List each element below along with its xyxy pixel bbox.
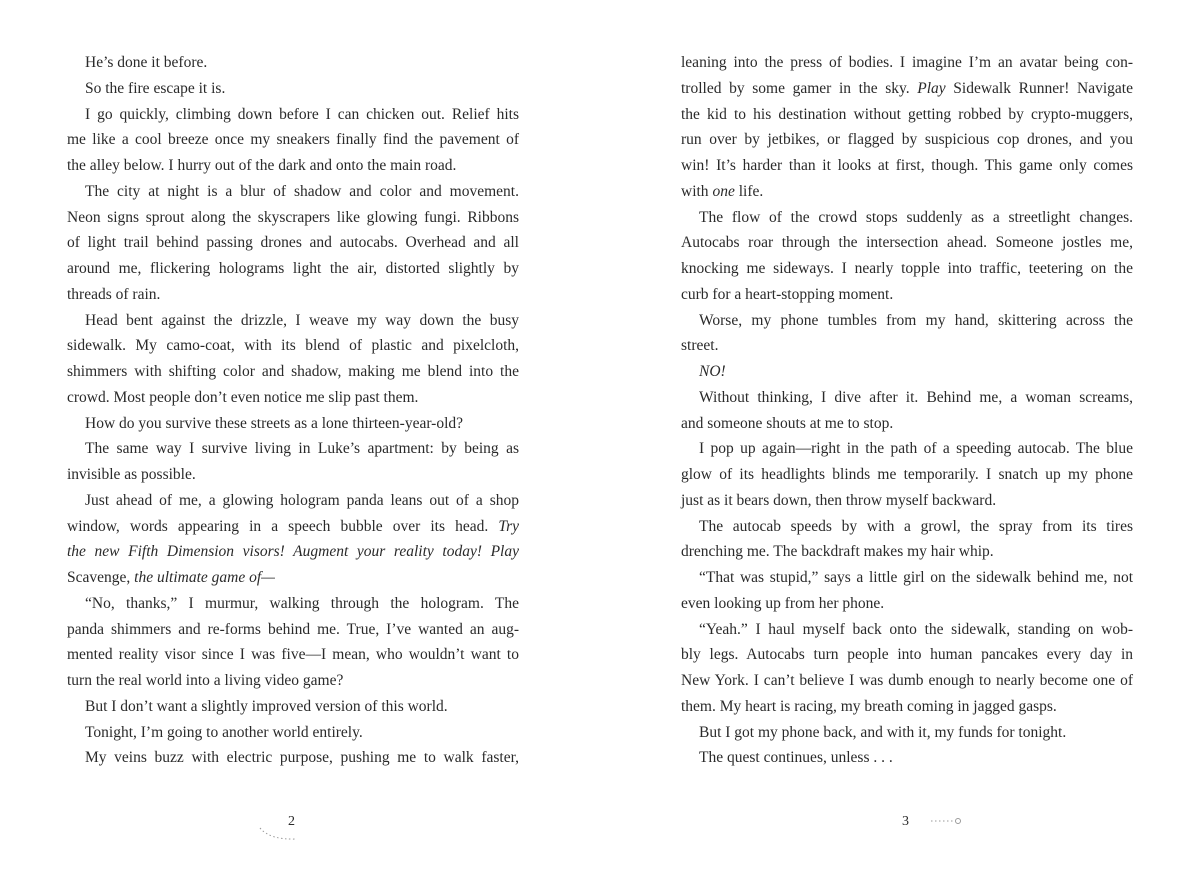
italic-text: Try bbox=[498, 517, 519, 535]
text-span: Scavenge, bbox=[67, 569, 135, 586]
text-line: sidewalk. My camo-coat, with its blend of plastic and pixelcloth, bbox=[67, 337, 519, 355]
text-span: Sidewalk Runner! Navigate bbox=[945, 79, 1133, 97]
text-line: just as it bears down, then throw myself backward. bbox=[681, 491, 997, 509]
text-line: them. My heart is racing, my breath coming in jagged gasps. bbox=[681, 697, 1057, 715]
text-line bbox=[681, 179, 1133, 205]
text-line: Autocabs roar through the intersection ahead. Someone jostles me, bbox=[681, 234, 1133, 252]
text-line: I go quickly, climbing down before I can chicken out. Relief hits bbox=[85, 105, 519, 123]
text-line: But I don’t want a slightly improved version of this world. bbox=[85, 697, 448, 715]
text-line: He’s done it before. bbox=[85, 54, 208, 71]
right-page bbox=[681, 50, 1133, 771]
text-line bbox=[67, 565, 519, 591]
italic-text: the new Fifth Dimension visors! Augment your reality today! Play bbox=[67, 543, 519, 561]
text-line: “Yeah.” I haul myself back onto the sidewalk, standing on wob- bbox=[699, 620, 1133, 638]
text-line: “That was stupid,” says a little girl on the sidewalk behind me, not bbox=[699, 569, 1133, 586]
text-line: of light trail behind passing drones and autocabs. Overhead and all bbox=[67, 234, 519, 252]
italic-text: the ultimate game of— bbox=[134, 569, 275, 586]
italic-text: one bbox=[712, 182, 735, 200]
text-line: mented reality visor since I was five—I mean, who wouldn’t want to bbox=[67, 646, 519, 664]
text-line: The autocab speeds by with a growl, the spray from its tires bbox=[699, 517, 1133, 535]
text-span: window, words appearing in a speech bubble over its head. bbox=[67, 517, 499, 535]
text-line: win! It’s harder than it looks at first, though. This game only comes bbox=[681, 157, 1133, 174]
text-line: Neon signs sprout along the skyscrapers like glowing fungi. Ribbons bbox=[67, 208, 519, 226]
text-line bbox=[681, 76, 1133, 102]
text-line: run over by jetbikes, or flagged by suspicious cop drones, and you bbox=[681, 131, 1133, 149]
text-line: My veins buzz with electric purpose, pushing me to walk faster, bbox=[85, 749, 519, 767]
text-line: around me, flickering holograms light the air, distorted slightly by bbox=[67, 260, 519, 277]
text-span: trolled by some gamer in the sky. bbox=[681, 79, 918, 97]
text-line: How do you survive these streets as a lone thirteen-year-old? bbox=[85, 414, 464, 432]
text-line: invisible as possible. bbox=[67, 466, 196, 483]
text-line: Just ahead of me, a glowing hologram panda leans out of a shop bbox=[85, 491, 519, 509]
text-line: The city at night is a blur of shadow and color and movement. bbox=[85, 182, 519, 200]
text-line bbox=[67, 539, 519, 565]
text-line: The quest continues, unless . . . bbox=[699, 749, 893, 767]
text-line: the kid to his destination without getting robbed by crypto-muggers, bbox=[681, 105, 1133, 123]
text-line: me like a cool breeze once my sneakers finally find the pavement of bbox=[67, 131, 519, 149]
text-span: life. bbox=[734, 182, 764, 200]
text-line: even looking up from her phone. bbox=[681, 594, 885, 612]
text-line: Head bent against the drizzle, I weave my way down the busy bbox=[85, 311, 519, 329]
text-line: turn the real world into a living video game? bbox=[67, 672, 344, 689]
text-line: leaning into the press of bodies. I imagine I’m an avatar being con- bbox=[681, 54, 1133, 71]
italic-text: Play bbox=[917, 79, 946, 97]
text-line: and someone shouts at me to stop. bbox=[681, 414, 894, 432]
text-line: threads of rain. bbox=[67, 285, 161, 303]
page-number-right: 3 bbox=[902, 814, 909, 829]
text-line: glow of its headlights blinds me temporarily. I snatch up my phone bbox=[681, 466, 1133, 483]
text-line: shimmers with shifting color and shadow, making me blend into the bbox=[67, 363, 519, 380]
text-line: crowd. Most people don’t even notice me slip past them. bbox=[67, 388, 419, 406]
dotted-arc-ornament-left bbox=[258, 826, 302, 846]
text-line: Without thinking, I dive after it. Behind me, a woman screams, bbox=[699, 388, 1133, 406]
text-line: Tonight, I’m going to another world entirely. bbox=[85, 723, 363, 741]
text-line bbox=[67, 514, 519, 540]
italic-text: NO! bbox=[699, 363, 726, 380]
text-line bbox=[681, 359, 1133, 385]
page-number-left: 2 bbox=[288, 814, 295, 829]
text-line: panda shimmers and re-forms behind me. True, I’ve wanted an aug- bbox=[67, 620, 519, 638]
text-line: Worse, my phone tumbles from my hand, skittering across the bbox=[699, 311, 1133, 329]
text-line: I pop up again—right in the path of a speeding autocab. The blue bbox=[699, 440, 1133, 458]
text-line: knocking me sideways. I nearly topple into traffic, teetering on the bbox=[681, 260, 1133, 277]
text-line: curb for a heart-stopping moment. bbox=[681, 285, 894, 303]
text-line: So the fire escape it is. bbox=[85, 79, 226, 97]
text-line: The flow of the crowd stops suddenly as a streetlight changes. bbox=[699, 208, 1133, 226]
text-line: the alley below. I hurry out of the dark and onto the main road. bbox=[67, 157, 457, 174]
text-line: New York. I can’t believe I was dumb enough to nearly become one of bbox=[681, 672, 1133, 689]
text-line: “No, thanks,” I murmur, walking through the hologram. The bbox=[85, 594, 519, 612]
text-line: But I got my phone back, and with it, my funds for tonight. bbox=[699, 723, 1067, 741]
text-line: street. bbox=[681, 337, 719, 355]
text-line: bly legs. Autocabs turn people into human pancakes every day in bbox=[681, 646, 1133, 664]
text-line: drenching me. The backdraft makes my hair whip. bbox=[681, 543, 994, 561]
text-line: The same way I survive living in Luke’s apartment: by being as bbox=[85, 440, 519, 458]
text-span: with bbox=[681, 182, 713, 200]
dotted-line-ornament-right bbox=[930, 814, 966, 828]
left-page bbox=[67, 50, 519, 771]
